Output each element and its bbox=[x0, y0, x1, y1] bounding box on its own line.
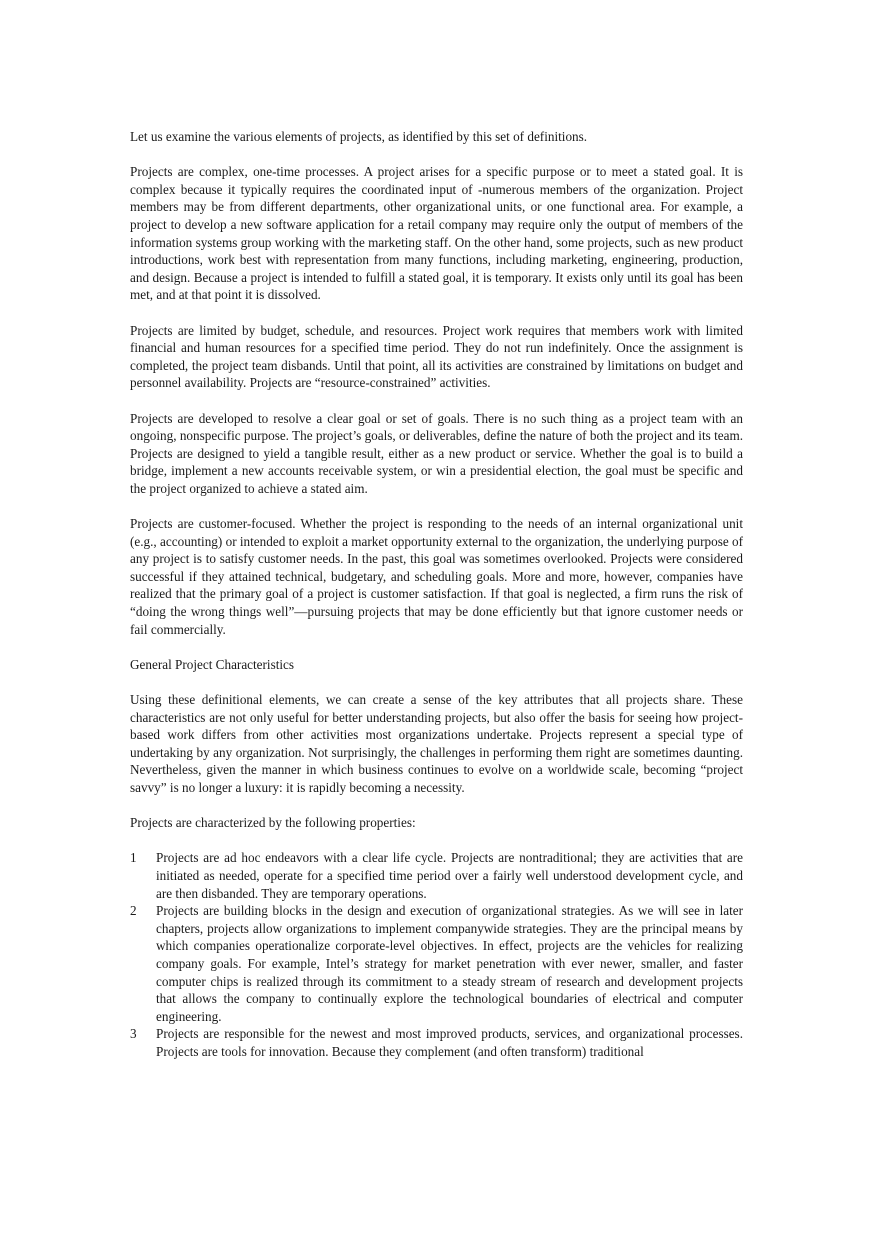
list-item-text: Projects are responsible for the newest and most improved products, services, and organizational processes. Projects are tools for innovation. Because they complement (and often transform) traditional bbox=[156, 1026, 743, 1059]
list-item-text: Projects are ad hoc endeavors with a clear life cycle. Projects are nontraditional; they are activities that are initiated as needed, operate for a specified time period over a fairly well understood development cycle, and are then disbanded. They are temporary operations. bbox=[156, 850, 743, 901]
paragraph-intro: Let us examine the various elements of projects, as identified by this set of definitions. bbox=[130, 129, 588, 144]
list-item-text: Projects are building blocks in the design and execution of organizational strategies. As we will see in later chapters, projects allow organizations to implement companywide strategies. They are the principal means by which companies operationalize corporate-level objectives. In effect, projects are the vehicles for realizing company goals. For example, Intel’s strategy for market penetration with ever newer, smaller, and faster computer chips is realized through its commitment to a steady stream of research and development projects that allows the company to continually explore the technological boundaries of electrical and computer engineering. bbox=[156, 903, 743, 1024]
paragraph-properties-intro: Projects are characterized by the following properties: bbox=[130, 815, 416, 831]
section-heading: General Project Characteristics bbox=[130, 656, 295, 672]
paragraph-definitional-elements: Using these definitional elements, we can create a sense of the key attributes that all projects share. These characteristics are not only useful for better understanding projects, but also offer the basis for seeing how project-based work differs from other activities most organizations undertake. Projects represent a special type of undertaking by any organization. Not surprisingly, the challenges in performing them right are sometimes daunting. Nevertheless, given the manner in which business continues to evolve on a worldwide scale, becoming “project savvy” is no longer a luxury: it is rapidly becoming a necessity. bbox=[130, 692, 743, 795]
list-item bbox=[130, 902, 743, 1025]
list-item-number: 2 bbox=[130, 903, 137, 919]
paragraph-clear-goals: Projects are developed to resolve a clear goal or set of goals. There is no such thing as a project team with an ongoing, nonspecific purpose. The project’s goals, or deliverables, define the nature of both the project and its team. Projects are designed to yield a tangible result, either as a new product or service. Whether the goal is to build a bridge, implement a new accounts receivable system, or win a presidential election, the goal must be specific and the project organized to achieve a stated aim. bbox=[130, 410, 743, 496]
list-item bbox=[130, 849, 743, 902]
paragraph-complex-processes: Projects are complex, one-time processes. A project arises for a specific purpose or to meet a stated goal. It is complex because it typically requires the coordinated input of -numerous members of the organization. Project members may be from different departments, other organizational units, or one functional area. For example, a project to develop a new software application for a retail company may require only the output of members of the information systems group working with the marketing staff. On the other hand, some projects, such as new product introductions, work best with representation from many functions, including marketing, engineering, production, and design. Because a project is intended to fulfill a stated goal, it is temporary. It exists only until its goal has been met, and at that point it is dissolved. bbox=[130, 164, 743, 303]
paragraph-limited-resources: Projects are limited by budget, schedule, and resources. Project work requires that members work with limited financial and human resources for a specified time period. They do not run indefinitely. Once the assignment is completed, the project team disbands. Until that point, all its activities are constrained by limitations on budget and personnel availability. Projects are “resource-constrained” activities. bbox=[130, 322, 743, 391]
list-item bbox=[130, 1025, 743, 1060]
list-item-number: 1 bbox=[130, 850, 137, 866]
properties-list bbox=[130, 849, 743, 1060]
paragraph-customer-focused: Projects are customer-focused. Whether the project is responding to the needs of an internal organizational unit (e.g., accounting) or intended to exploit a market opportunity external to the organization, the underlying purpose of any project is to satisfy customer needs. In the past, this goal was sometimes overlooked. Projects were considered successful if they attained technical, budgetary, and scheduling goals. More and more, however, companies have realized that the primary goal of a project is customer satisfaction. If that goal is neglected, a firm runs the risk of “doing the wrong things well”—pursuing projects that may be done efficiently but that ignore customer needs or fail commercially. bbox=[130, 516, 743, 637]
list-item-number: 3 bbox=[130, 1026, 137, 1042]
document-page bbox=[130, 128, 743, 1060]
